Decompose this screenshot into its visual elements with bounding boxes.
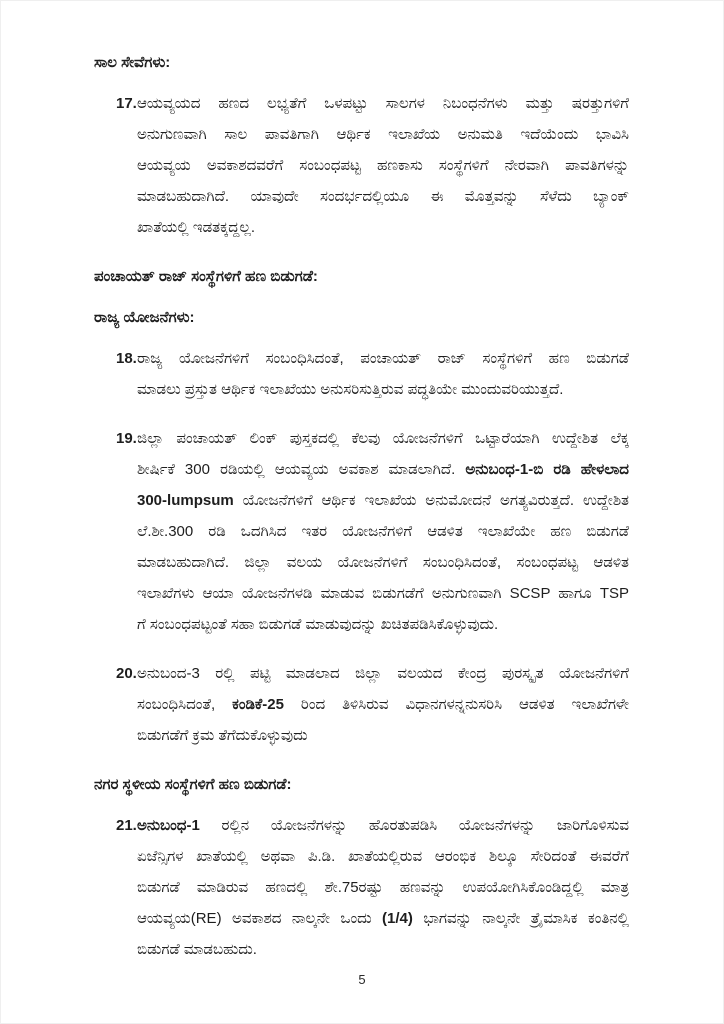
text-segment: ಯೋಜನೆಗಳಿಗೆ ಆರ್ಥಿಕ ಇಲಾಖೆಯ ಅನುಮೋದನೆ ಅಗತ್ಯವಿರುತ್ತದೆ. ಉದ್ದೇಶಿತ — [233, 492, 629, 509]
text-segment: ಅನುಗುಣವಾಗಿ ಸಾಲ ಪಾವತಿಗಾಗಿ ಆರ್ಥಿಕ ಇಲಾಖೆಯ ಅನುಮತಿ ಇದೆಯೆಂದು ಭಾವಿಸಿ — [137, 126, 629, 143]
paragraph-line — [137, 374, 629, 405]
paragraph-line — [137, 609, 629, 640]
text-segment: ಸಂಬಂಧಿಸಿದಂತೆ, — [137, 696, 233, 713]
text-segment: ಮಾಡಬಹುದಾಗಿದೆ. ಯಾವುದೇ ಸಂದರ್ಭದಲ್ಲಿಯೂ ಈ ಮೊತ್ತವನ್ನು ಸೆಳೆದು ಬ್ಯಾಂಕ್ — [137, 188, 629, 205]
bold-text-segment: ಕಂಡಿಕೆ-25 — [232, 696, 284, 713]
bold-text-segment: ಅನುಬಂಧ-1 — [137, 817, 200, 834]
paragraph-line — [137, 720, 629, 751]
paragraph-line — [137, 212, 629, 243]
text-segment: ರಾಜ್ಯ ಯೋಜನೆಗಳಿಗೆ ಸಂಬಂಧಿಸಿದಂತೆ, ಪಂಚಾಯತ್ ರಾಜ್ ಸಂಸ್ಥೆಗಳಿಗೆ ಹಣ ಬಿಡುಗಡೆ — [137, 350, 629, 367]
text-segment: ಬಿಡುಗಡೆ ಮಾಡಬಹುದು. — [137, 941, 257, 958]
text-segment: ರಲ್ಲಿನ ಯೋಜನೆಗಳನ್ನು ಹೊರತುಪಡಿಸಿ ಯೋಜನೆಗಳನ್ನು ಜಾರಿಗೊಳಿಸುವ — [199, 817, 629, 834]
paragraph-line — [137, 872, 629, 903]
paragraph-line — [137, 547, 629, 578]
numbered-paragraph — [116, 343, 629, 405]
text-segment: ಆಯವ್ಯಯ ಅವಕಾಶದವರೆಗೆ ಸಂಬಂಧಪಟ್ಟ ಹಣಕಾಸು ಸಂಸ್ಥೆಗಳಿಗೆ ನೇರವಾಗಿ ಪಾವತಿಗಳನ್ನು — [137, 157, 629, 174]
urban-local-bodies-fund-release-heading: ನಗರ ಸ್ಥಳೀಯ ಸಂಸ್ಥೆಗಳಿಗೆ ಹಣ ಬಿಡುಗಡೆ: — [94, 776, 292, 793]
text-segment: ಆಯವ್ಯಯದ ಹಣದ ಲಭ್ಯತೆಗೆ ಒಳಪಟ್ಟು ಸಾಲಗಳ ನಿಬಂಧನೆಗಳು ಮತ್ತು ಷರತ್ತುಗಳಿಗೆ — [137, 95, 629, 112]
text-segment: ರಿಂದ ತಿಳಿಸಿರುವ ವಿಧಾನಗಳನ್ನನುಸರಿಸಿ ಆಡಳಿತ ಇಲಾಖೆಗಳೇ — [283, 696, 629, 713]
numbered-paragraph — [116, 88, 629, 243]
text-segment: ಖಾತೆಯಲ್ಲಿ ಇಡತಕ್ಕದ್ದಲ್ಲ. — [137, 219, 256, 236]
text-segment: ಜಿಲ್ಲಾ ಪಂಚಾಯತ್ ಲಿಂಕ್ ಪುಸ್ತಕದಲ್ಲಿ ಕೆಲವು ಯೋಜನೆಗಳಿಗೆ ಒಟ್ಟಾರೆಯಾಗಿ ಉದ್ದೇಶಿತ ಲೆಕ್ಕ — [137, 430, 629, 447]
text-segment: ಶೀರ್ಷಿಕೆ 300 ರಡಿಯಲ್ಲಿ ಆಯವ್ಯಯ ಅವಕಾಶ ಮಾಡಲಾಗಿದೆ. — [137, 461, 466, 478]
text-segment: ಮಾಡಲು ಪ್ರಸ್ತುತ ಆರ್ಥಿಕ ಇಲಾಖೆಯು ಅನುಸರಿಸುತ್ತಿರುವ ಪದ್ಧತಿಯೇ ಮುಂದುವರಿಯುತ್ತದೆ. — [137, 381, 564, 398]
paragraph-text — [137, 343, 629, 405]
text-segment: ಇಲಾಖೆಗಳು ಆಯಾ ಯೋಜನೆಗಳಡಿ ಮಾಡುವ ಬಿಡುಗಡೆಗೆ ಅನುಗುಣವಾಗಿ SCSP ಹಾಗೂ TSP — [137, 585, 629, 602]
state-schemes-heading: ರಾಜ್ಯ ಯೋಜನೆಗಳು: — [94, 309, 195, 326]
text-segment: ಆಯವ್ಯಯ(RE) ಅವಕಾಶದ ನಾಲ್ಕನೇ ಒಂದು — [137, 910, 383, 927]
paragraph-line — [137, 423, 629, 454]
text-segment: ಗೆ ಸಂಬಂಧಪಟ್ಟಂತೆ ಸಹಾ ಬಿಡುಗಡೆ ಮಾಡುವುದನ್ನು ಖಚಿತಪಡಿಸಿಕೊಳ್ಳುವುದು. — [137, 616, 499, 633]
panchayat-raj-fund-release-heading: ಪಂಚಾಯತ್ ರಾಜ್ ಸಂಸ್ಥೆಗಳಿಗೆ ಹಣ ಬಿಡುಗಡೆ: — [94, 268, 318, 285]
paragraph-line — [137, 810, 629, 841]
paragraph-number: 18. — [116, 350, 137, 367]
paragraph-line — [137, 343, 629, 374]
text-segment: ಏಜೆನ್ಸಿಗಳ ಖಾತೆಯಲ್ಲಿ ಅಥವಾ ಪಿ.ಡಿ. ಖಾತೆಯಲ್ಲಿರುವ ಆರಂಭಿಕ ಶಿಲ್ಕೂ ಸೇರಿದಂತೆ ಈವರೆಗೆ — [137, 848, 629, 865]
paragraph-line — [137, 454, 629, 485]
bold-text-segment: (1/4) — [382, 910, 413, 927]
paragraph-line — [137, 658, 629, 689]
paragraph-text — [137, 423, 629, 640]
paragraph-text — [137, 658, 629, 751]
paragraph-number: 19. — [116, 430, 137, 447]
text-segment: ಮಾಡಬಹುದಾಗಿದೆ. ಜಿಲ್ಲಾ ವಲಯ ಯೋಜನೆಗಳಿಗೆ ಸಂಬಂಧಿಸಿದಂತೆ, ಸಂಬಂಧಪಟ್ಟ ಆಡಳಿತ — [137, 554, 629, 571]
numbered-paragraph — [116, 658, 629, 751]
paragraph-line — [137, 516, 629, 547]
paragraph-text — [137, 88, 629, 243]
text-segment: ಭಾಗವನ್ನು ನಾಲ್ಕನೇ ತ್ರೈಮಾಸಿಕ ಕಂತಿನಲ್ಲಿ — [412, 910, 629, 927]
numbered-paragraph — [116, 423, 629, 640]
text-segment: ಬಿಡುಗಡೆಗೆ ಕ್ರಮ ತೆಗೆದುಕೊಳ್ಳುವುದು — [137, 727, 308, 744]
paragraph-line — [137, 578, 629, 609]
bold-text-segment: 300-lumpsum — [137, 492, 234, 509]
paragraph-line — [137, 841, 629, 872]
text-segment: ಬಿಡುಗಡೆ ಮಾಡಿರುವ ಹಣದಲ್ಲಿ ಶೇ.75ರಷ್ಟು ಹಣವನ್ನು ಉಪಯೋಗಿಸಿಕೊಂಡಿದ್ದಲ್ಲಿ ಮಾತ್ರ — [137, 879, 629, 896]
paragraph-line — [137, 903, 629, 934]
page-number: 5 — [358, 972, 366, 987]
paragraph-number: 21. — [116, 817, 137, 834]
bold-text-segment: ಅನುಬಂಧ-1-ಬಿ ರಡಿ ಹೇಳಲಾದ — [465, 461, 629, 478]
paragraph-line — [137, 689, 629, 720]
paragraph-line — [137, 150, 629, 181]
paragraph-line — [137, 485, 629, 516]
text-segment: ಲೆ.ಶೀ.300 ರಡಿ ಒದಗಿಸಿದ ಇತರ ಯೋಜನೆಗಳಿಗೆ ಆಡಳಿತ ಇಲಾಖೆಯೇ ಹಣ ಬಿಡುಗಡೆ — [137, 523, 629, 540]
text-segment: ಅನುಬಂದ-3 ರಲ್ಲಿ ಪಟ್ಟಿ ಮಾಡಲಾದ ಜಿಲ್ಲಾ ವಲಯದ ಕೇಂದ್ರ ಪುರಸ್ಕೃತ ಯೋಜನೆಗಳಿಗೆ — [137, 665, 629, 682]
paragraph-number: 17. — [116, 95, 137, 112]
paragraph-text — [137, 810, 629, 965]
loan-services-heading: ಸಾಲ ಸೇವೆಗಳು: — [94, 54, 171, 71]
paragraph-line — [137, 934, 629, 965]
document-body — [1, 1, 723, 965]
numbered-paragraph — [116, 810, 629, 965]
paragraph-number: 20. — [116, 665, 137, 682]
paragraph-line — [137, 181, 629, 212]
paragraph-line — [137, 88, 629, 119]
paragraph-line — [137, 119, 629, 150]
